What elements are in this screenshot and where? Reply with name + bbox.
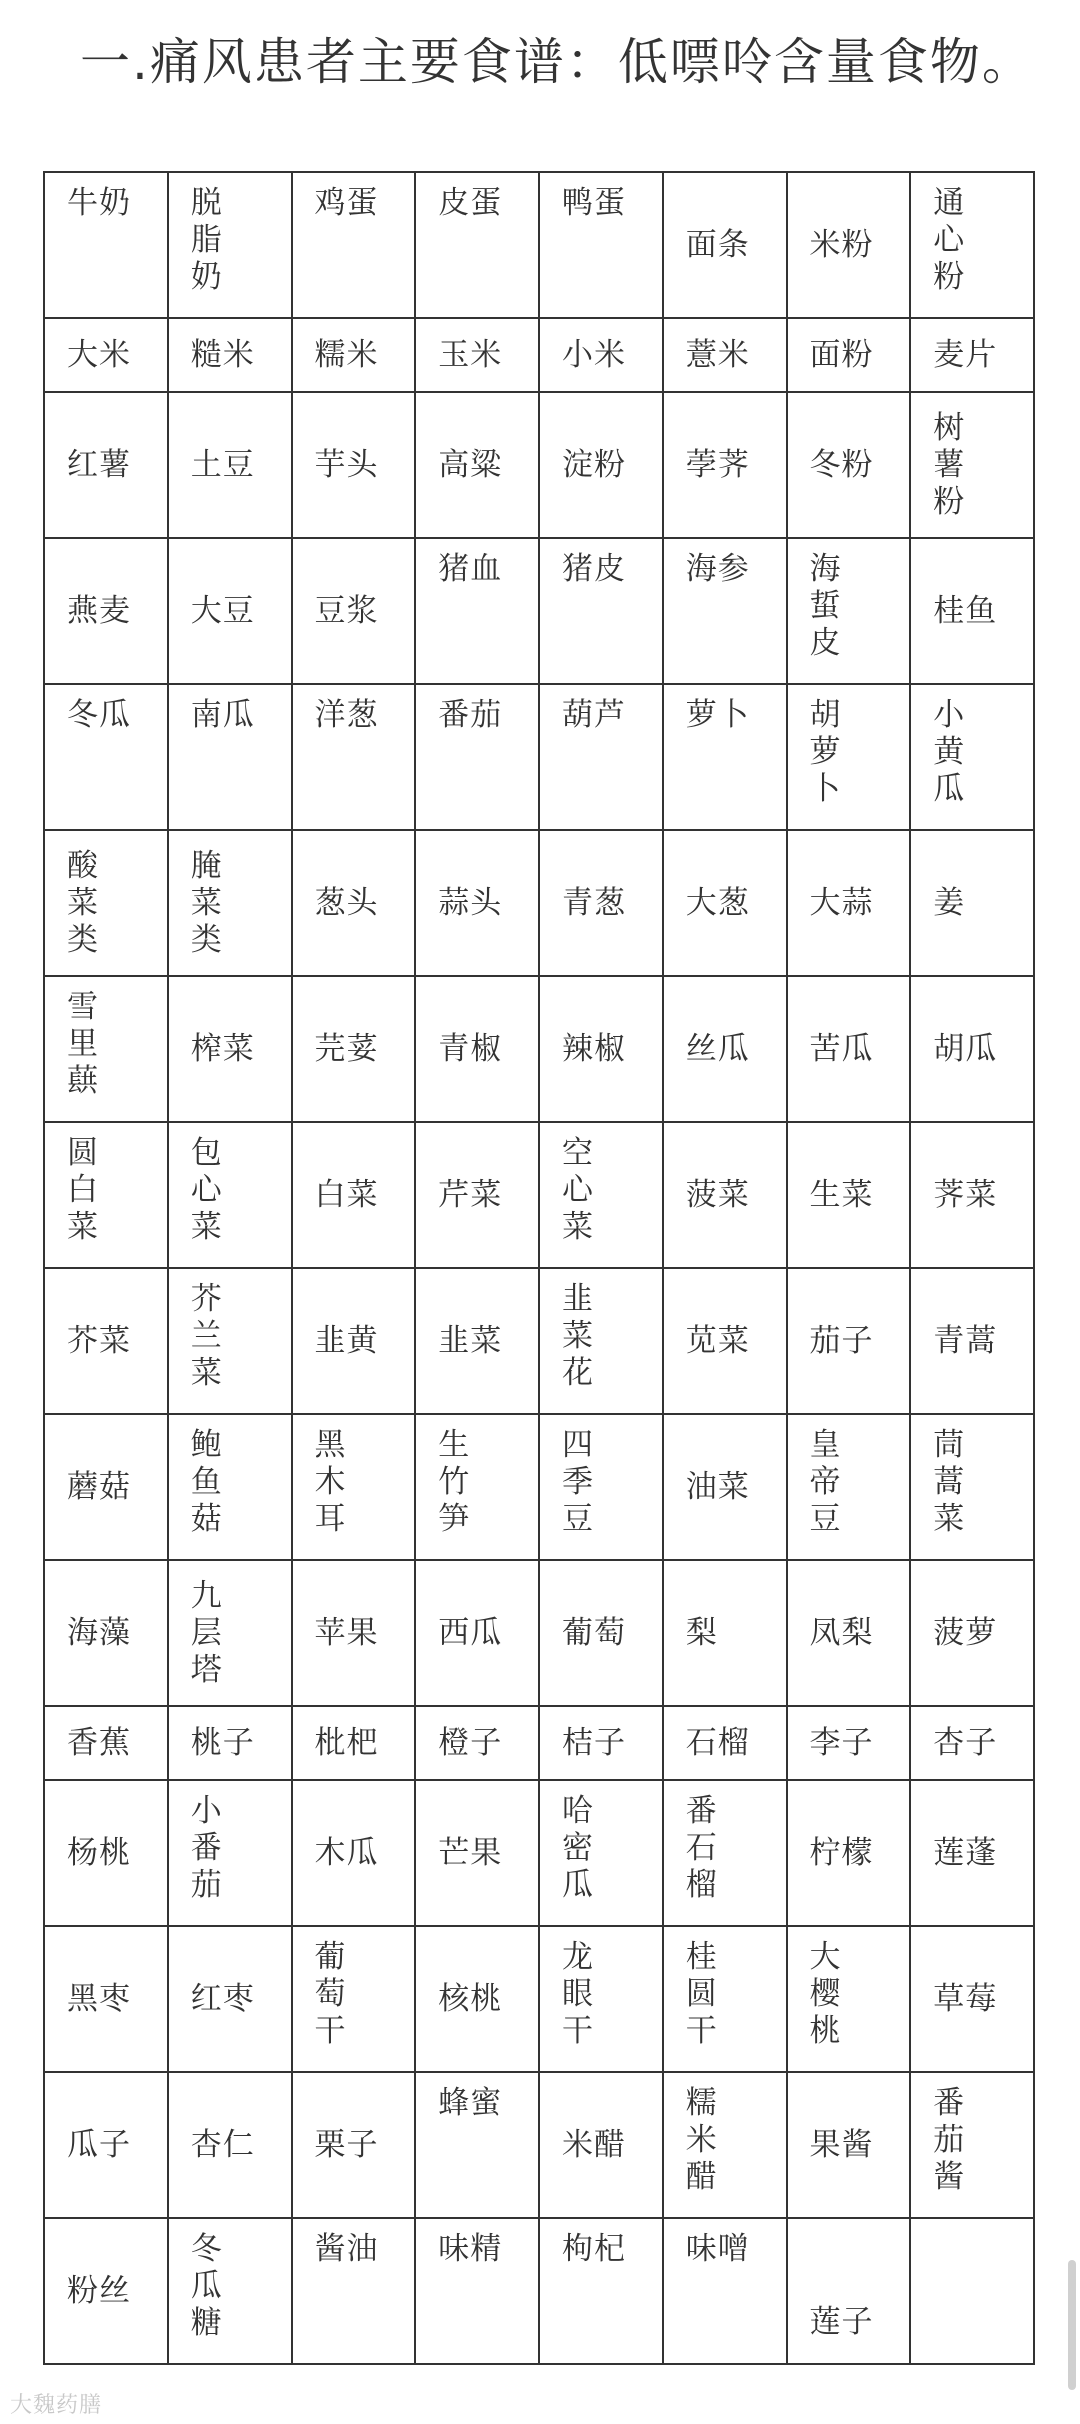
table-cell	[292, 1780, 416, 1926]
food-name: 杨桃	[67, 1834, 131, 1871]
table-cell	[292, 1414, 416, 1560]
table-cell	[415, 1926, 539, 2072]
food-name: 芥菜	[67, 1322, 131, 1359]
table-cell	[787, 1926, 911, 2072]
food-name: 柠檬	[809, 1834, 874, 1871]
food-name: 栗子	[314, 2126, 379, 2163]
food-name: 番茄酱	[933, 2085, 995, 2195]
food-name: 油菜	[685, 1468, 750, 1505]
table-cell	[787, 318, 911, 392]
table-cell	[910, 1268, 1034, 1414]
table-cell	[787, 976, 911, 1122]
table-cell	[539, 1122, 663, 1268]
table-cell	[787, 172, 911, 318]
table-cell	[168, 684, 292, 830]
table-cell	[415, 2218, 539, 2364]
food-name: 红薯	[67, 446, 131, 483]
table-cell	[292, 172, 416, 318]
table-cell	[787, 1414, 911, 1560]
scroll-bar[interactable]	[1068, 2260, 1076, 2390]
table-cell	[539, 684, 663, 830]
table-cell	[910, 1560, 1034, 1706]
table-cell	[168, 1560, 292, 1706]
table-cell	[292, 830, 416, 976]
food-name: 荸荠	[685, 446, 750, 483]
table-cell	[910, 2218, 1034, 2364]
table-cell	[539, 976, 663, 1122]
table-cell	[539, 830, 663, 976]
table-cell	[168, 392, 292, 538]
table-cell	[539, 1706, 663, 1780]
table-row	[44, 1414, 1034, 1560]
food-name: 葫芦	[562, 697, 626, 733]
food-name: 红枣	[190, 1980, 255, 2017]
table-cell	[539, 1926, 663, 2072]
food-name: 青椒	[438, 1030, 503, 1067]
food-name: 葡萄干	[314, 1939, 376, 2049]
food-name: 包心菜	[190, 1135, 252, 1245]
food-name: 皇帝豆	[809, 1427, 871, 1537]
table-cell	[910, 976, 1034, 1122]
table-cell	[292, 538, 416, 684]
food-name: 哈密瓜	[562, 1793, 623, 1903]
table-cell	[292, 1926, 416, 2072]
food-name: 韭黄	[314, 1322, 379, 1359]
food-name: 龙眼干	[562, 1939, 623, 2049]
food-name: 葡萄	[562, 1614, 626, 1651]
table-cell	[910, 1780, 1034, 1926]
food-name: 萝卜	[685, 697, 750, 733]
table-cell	[44, 830, 168, 976]
table-cell	[910, 684, 1034, 830]
table-cell	[663, 684, 787, 830]
food-name: 核桃	[438, 1980, 503, 2017]
page-title: 一.痛风患者主要食谱：低嘌呤含量食物。	[80, 33, 1034, 91]
table-row	[44, 1560, 1034, 1706]
food-name: 面条	[685, 226, 750, 263]
food-name: 杏子	[933, 1724, 998, 1761]
food-name: 腌菜类	[190, 847, 252, 958]
food-name: 瓜子	[67, 2126, 131, 2163]
food-name: 糯米醋	[685, 2085, 747, 2195]
food-name: 高粱	[438, 446, 503, 483]
table-cell	[663, 1926, 787, 2072]
table-cell	[292, 392, 416, 538]
table-cell	[168, 1706, 292, 1780]
food-name: 麦片	[933, 336, 998, 373]
table-cell	[168, 538, 292, 684]
food-name: 通心粉	[933, 185, 995, 295]
table-cell	[910, 1122, 1034, 1268]
table-cell	[787, 1268, 911, 1414]
table-cell	[415, 1780, 539, 1926]
table-cell	[168, 172, 292, 318]
table-cell	[415, 318, 539, 392]
food-name: 糯米	[314, 336, 379, 373]
food-name: 冬粉	[809, 446, 874, 483]
food-name: 茄子	[809, 1322, 874, 1359]
food-name: 桂鱼	[933, 592, 998, 629]
food-name: 姜	[933, 884, 966, 921]
food-name: 大米	[67, 336, 131, 373]
food-name: 猪血	[438, 551, 503, 587]
food-name: 味噌	[685, 2231, 750, 2267]
food-name: 生竹笋	[438, 1427, 500, 1537]
food-name: 大蒜	[809, 884, 874, 921]
food-name: 梨	[685, 1614, 718, 1651]
table-cell	[787, 684, 911, 830]
table-cell	[44, 318, 168, 392]
table-cell	[44, 1780, 168, 1926]
table-row	[44, 1780, 1034, 1926]
table-cell	[663, 1780, 787, 1926]
table-cell	[415, 1706, 539, 1780]
food-name: 荠菜	[933, 1176, 998, 1213]
table-cell	[787, 830, 911, 976]
food-name: 草莓	[933, 1980, 998, 2017]
food-name: 芥兰菜	[190, 1281, 252, 1391]
food-name: 鲍鱼菇	[190, 1427, 252, 1537]
food-name: 薏米	[685, 336, 750, 373]
table-cell	[415, 392, 539, 538]
food-name: 苋菜	[685, 1322, 750, 1359]
food-name: 洋葱	[314, 697, 379, 733]
table-cell	[539, 172, 663, 318]
table-cell	[44, 2218, 168, 2364]
table-cell	[44, 684, 168, 830]
table-cell	[292, 318, 416, 392]
food-name: 树薯粉	[933, 409, 995, 520]
table-cell	[910, 172, 1034, 318]
table-cell	[292, 2072, 416, 2218]
food-name: 冬瓜糖	[190, 2231, 252, 2341]
food-name: 葱头	[314, 884, 379, 921]
table-cell	[292, 684, 416, 830]
food-name: 番茄	[438, 697, 503, 733]
food-name: 糙米	[190, 336, 255, 373]
food-name: 桂圆干	[685, 1939, 747, 2049]
table-cell	[168, 1414, 292, 1560]
food-name: 果酱	[809, 2126, 874, 2163]
food-name: 胡萝卜	[809, 697, 871, 807]
table-cell	[168, 1780, 292, 1926]
table-cell	[663, 976, 787, 1122]
food-name: 酸菜类	[67, 847, 128, 958]
table-row	[44, 2072, 1034, 2218]
table-cell	[168, 318, 292, 392]
food-name: 石榴	[685, 1724, 750, 1761]
food-name: 桔子	[562, 1724, 626, 1761]
table-row	[44, 2218, 1034, 2364]
table-cell	[663, 1414, 787, 1560]
food-name: 苦瓜	[809, 1030, 874, 1067]
table-cell	[663, 1122, 787, 1268]
food-name: 酱油	[314, 2231, 379, 2267]
food-name: 芫荽	[314, 1030, 379, 1067]
table-cell	[663, 1268, 787, 1414]
table-cell	[44, 1706, 168, 1780]
table-cell	[663, 2072, 787, 2218]
food-name: 燕麦	[67, 592, 131, 629]
table-cell	[415, 830, 539, 976]
food-name: 菠萝	[933, 1614, 998, 1651]
food-name: 黑枣	[67, 1980, 131, 2017]
table-cell	[44, 1926, 168, 2072]
food-name: 小番茄	[190, 1793, 252, 1903]
food-name: 鸡蛋	[314, 185, 379, 221]
food-name: 土豆	[190, 446, 255, 483]
table-cell	[539, 2218, 663, 2364]
food-name: 小黄瓜	[933, 697, 995, 807]
food-name: 海蜇皮	[809, 551, 871, 661]
table-cell	[44, 172, 168, 318]
food-name: 九层塔	[190, 1577, 252, 1688]
food-name: 猪皮	[562, 551, 626, 587]
food-name: 大葱	[685, 884, 750, 921]
table-cell	[787, 1780, 911, 1926]
low-purine-food-table	[43, 171, 1035, 2365]
food-name: 芋头	[314, 446, 379, 483]
food-name: 海参	[685, 551, 750, 587]
table-cell	[44, 392, 168, 538]
table-cell	[663, 2218, 787, 2364]
food-name: 木瓜	[314, 1834, 379, 1871]
table-cell	[292, 1560, 416, 1706]
table-cell	[44, 1414, 168, 1560]
table-cell	[539, 1268, 663, 1414]
food-name: 韭菜花	[562, 1281, 623, 1391]
food-name: 丝瓜	[685, 1030, 750, 1067]
food-name: 海藻	[67, 1614, 131, 1651]
food-name: 蘑菇	[67, 1468, 131, 1505]
table-cell	[539, 1560, 663, 1706]
table-cell	[168, 976, 292, 1122]
table-row	[44, 976, 1034, 1122]
table-cell	[663, 1560, 787, 1706]
table-row	[44, 1268, 1034, 1414]
food-name: 鸭蛋	[562, 185, 626, 221]
table-row	[44, 1122, 1034, 1268]
food-name: 玉米	[438, 336, 503, 373]
table-cell	[787, 2218, 911, 2364]
food-name: 西瓜	[438, 1614, 503, 1651]
food-name: 榨菜	[190, 1030, 255, 1067]
table-cell	[292, 976, 416, 1122]
table-row	[44, 538, 1034, 684]
table-cell	[44, 976, 168, 1122]
table-cell	[168, 1926, 292, 2072]
table-cell	[292, 2218, 416, 2364]
table-cell	[787, 1122, 911, 1268]
food-name: 韭菜	[438, 1322, 503, 1359]
food-name: 米粉	[809, 226, 874, 263]
food-name: 蒜头	[438, 884, 503, 921]
table-cell	[787, 2072, 911, 2218]
table-cell	[787, 538, 911, 684]
table-cell	[787, 1706, 911, 1780]
table-cell	[910, 318, 1034, 392]
food-name: 凤梨	[809, 1614, 874, 1651]
table-cell	[539, 2072, 663, 2218]
food-name: 蜂蜜	[438, 2085, 503, 2121]
table-cell	[415, 1268, 539, 1414]
watermark: 大魏药膳	[10, 2393, 103, 2418]
table-cell	[539, 538, 663, 684]
food-name: 淀粉	[562, 446, 626, 483]
table-cell	[415, 172, 539, 318]
table-cell	[44, 538, 168, 684]
table-cell	[168, 830, 292, 976]
table-cell	[910, 1706, 1034, 1780]
table-cell	[168, 1268, 292, 1414]
food-name: 生菜	[809, 1176, 874, 1213]
table-cell	[415, 1122, 539, 1268]
table-cell	[292, 1706, 416, 1780]
table-row	[44, 684, 1034, 830]
table-cell	[663, 830, 787, 976]
food-name: 皮蛋	[438, 185, 503, 221]
table-cell	[910, 1926, 1034, 2072]
table-cell	[663, 318, 787, 392]
table-cell	[787, 392, 911, 538]
food-name: 芹菜	[438, 1176, 503, 1213]
food-name: 味精	[438, 2231, 503, 2267]
food-name: 辣椒	[562, 1030, 626, 1067]
food-name: 面粉	[809, 336, 874, 373]
food-name: 雪里蕻	[67, 989, 128, 1099]
table-row	[44, 392, 1034, 538]
food-name: 四季豆	[562, 1427, 623, 1537]
food-name: 小米	[562, 336, 626, 373]
table-cell	[663, 392, 787, 538]
food-name: 牛奶	[67, 185, 131, 221]
food-name: 青葱	[562, 884, 626, 921]
table-cell	[910, 2072, 1034, 2218]
food-name: 脱脂奶	[190, 185, 252, 295]
food-name: 胡瓜	[933, 1030, 998, 1067]
food-name: 圆白菜	[67, 1135, 128, 1245]
food-name: 空心菜	[562, 1135, 623, 1245]
food-name: 茼蒿菜	[933, 1427, 995, 1537]
table-cell	[292, 1122, 416, 1268]
food-name: 枇杷	[314, 1724, 379, 1761]
table-cell	[44, 2072, 168, 2218]
table-cell	[168, 2072, 292, 2218]
food-name: 枸杞	[562, 2231, 626, 2267]
table-cell	[663, 1706, 787, 1780]
table-cell	[539, 392, 663, 538]
table-cell	[539, 318, 663, 392]
table-row	[44, 318, 1034, 392]
food-name: 李子	[809, 1724, 874, 1761]
food-name: 橙子	[438, 1724, 503, 1761]
table-cell	[910, 392, 1034, 538]
table-cell	[663, 538, 787, 684]
food-name: 黑木耳	[314, 1427, 376, 1537]
food-name: 杏仁	[190, 2126, 255, 2163]
food-name: 苹果	[314, 1614, 379, 1651]
table-cell	[168, 1122, 292, 1268]
table-cell	[539, 1780, 663, 1926]
food-name: 大樱桃	[809, 1939, 871, 2049]
food-name: 南瓜	[190, 697, 255, 733]
food-name: 粉丝	[67, 2272, 131, 2309]
table-cell	[44, 1122, 168, 1268]
food-name: 菠菜	[685, 1176, 750, 1213]
table-cell	[44, 1560, 168, 1706]
table-cell	[910, 538, 1034, 684]
table-cell	[663, 172, 787, 318]
food-name: 冬瓜	[67, 697, 131, 733]
table-cell	[415, 538, 539, 684]
food-name: 青蒿	[933, 1322, 998, 1359]
table-cell	[415, 684, 539, 830]
table-row	[44, 1926, 1034, 2072]
table-cell	[168, 2218, 292, 2364]
food-name: 莲子	[809, 2304, 874, 2340]
table-row	[44, 172, 1034, 318]
table-cell	[415, 1414, 539, 1560]
table-cell	[292, 1268, 416, 1414]
food-name: 香蕉	[67, 1724, 131, 1761]
table-cell	[44, 1268, 168, 1414]
food-name: 大豆	[190, 592, 255, 629]
table-cell	[415, 2072, 539, 2218]
food-name: 芒果	[438, 1834, 503, 1871]
food-name: 番石榴	[685, 1793, 747, 1903]
food-name: 米醋	[562, 2126, 626, 2163]
food-name: 桃子	[190, 1724, 255, 1761]
table-cell	[787, 1560, 911, 1706]
table-cell	[415, 976, 539, 1122]
table-cell	[910, 1414, 1034, 1560]
table-row	[44, 830, 1034, 976]
table-cell	[539, 1414, 663, 1560]
food-name: 莲蓬	[933, 1834, 998, 1871]
food-name: 白菜	[314, 1176, 379, 1213]
table-cell	[910, 830, 1034, 976]
table-row	[44, 1706, 1034, 1780]
food-name: 豆浆	[314, 592, 379, 629]
table-cell	[415, 1560, 539, 1706]
